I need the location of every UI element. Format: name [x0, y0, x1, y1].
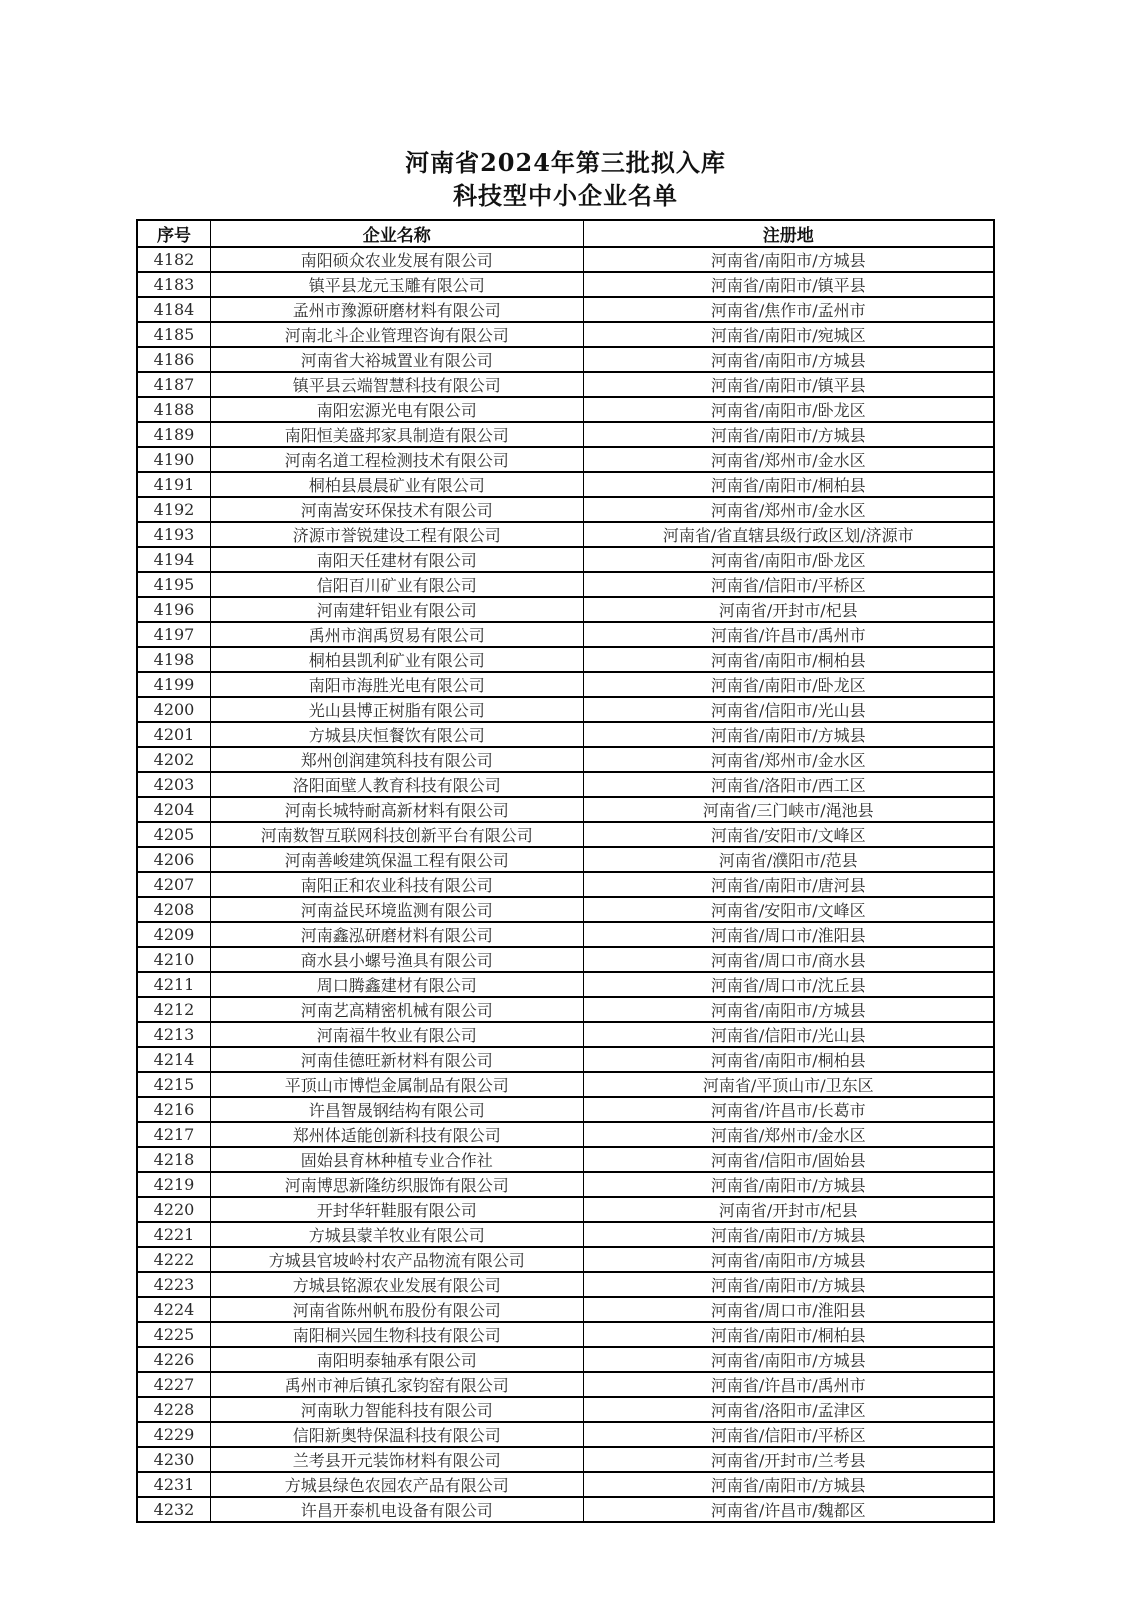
- company-name-cell: 桐柏县晨晨矿业有限公司: [211, 472, 584, 497]
- registration-location-cell: 河南省/南阳市/卧龙区: [583, 672, 994, 697]
- registration-location-cell: 河南省/周口市/商水县: [583, 947, 994, 972]
- registration-location-cell: 河南省/南阳市/方城县: [583, 247, 994, 272]
- company-name-cell: 南阳硕众农业发展有限公司: [211, 247, 584, 272]
- registration-location-cell: 河南省/省直辖县级行政区划/济源市: [583, 522, 994, 547]
- registration-location-cell: 河南省/南阳市/方城县: [583, 1247, 994, 1272]
- row-number-cell: 4202: [137, 747, 211, 772]
- company-name-cell: 河南建轩铝业有限公司: [211, 597, 584, 622]
- table-row: [137, 1472, 994, 1497]
- registration-location-cell: 河南省/南阳市/方城县: [583, 1347, 994, 1372]
- company-name-cell: 平顶山市博恺金属制品有限公司: [211, 1072, 584, 1097]
- table-row: [137, 447, 994, 472]
- company-name-cell: 河南益民环境监测有限公司: [211, 897, 584, 922]
- company-name-cell: 河南省大裕城置业有限公司: [211, 347, 584, 372]
- table-row: [137, 272, 994, 297]
- table-row: [137, 1047, 994, 1072]
- table-row: [137, 1147, 994, 1172]
- row-number-cell: 4184: [137, 297, 211, 322]
- table-row: [137, 422, 994, 447]
- registration-location-cell: 河南省/南阳市/方城县: [583, 1172, 994, 1197]
- table-row: [137, 1397, 994, 1422]
- table-row: [137, 1497, 994, 1522]
- company-name-cell: 河南佳德旺新材料有限公司: [211, 1047, 584, 1072]
- registration-location-cell: 河南省/开封市/杞县: [583, 597, 994, 622]
- table-row: [137, 1347, 994, 1372]
- company-name-cell: 河南省陈州帆布股份有限公司: [211, 1297, 584, 1322]
- row-number-cell: 4193: [137, 522, 211, 547]
- table-row: [137, 947, 994, 972]
- row-number-cell: 4213: [137, 1022, 211, 1047]
- registration-location-cell: 河南省/许昌市/禹州市: [583, 1372, 994, 1397]
- company-name-cell: 郑州创润建筑科技有限公司: [211, 747, 584, 772]
- company-name-cell: 镇平县龙元玉雕有限公司: [211, 272, 584, 297]
- row-number-cell: 4221: [137, 1222, 211, 1247]
- table-row: [137, 347, 994, 372]
- row-number-cell: 4207: [137, 872, 211, 897]
- registration-location-cell: 河南省/南阳市/唐河县: [583, 872, 994, 897]
- company-name-cell: 南阳明泰轴承有限公司: [211, 1347, 584, 1372]
- registration-location-cell: 河南省/南阳市/方城县: [583, 1472, 994, 1497]
- registration-location-cell: 河南省/南阳市/镇平县: [583, 272, 994, 297]
- document-title-line1: 河南省2024年第三批拟入库: [405, 148, 726, 177]
- header-registration-location: 注册地: [583, 220, 994, 247]
- table-row: [137, 472, 994, 497]
- company-name-cell: 南阳市海胜光电有限公司: [211, 672, 584, 697]
- row-number-cell: 4195: [137, 572, 211, 597]
- company-name-cell: 南阳宏源光电有限公司: [211, 397, 584, 422]
- row-number-cell: 4209: [137, 922, 211, 947]
- company-name-cell: 孟州市豫源研磨材料有限公司: [211, 297, 584, 322]
- row-number-cell: 4214: [137, 1047, 211, 1072]
- row-number-cell: 4216: [137, 1097, 211, 1122]
- table-row: [137, 1272, 994, 1297]
- company-name-cell: 南阳天任建材有限公司: [211, 547, 584, 572]
- company-name-cell: 兰考县开元装饰材料有限公司: [211, 1447, 584, 1472]
- table-row: [137, 722, 994, 747]
- document-title: [0, 146, 1131, 212]
- table-header-row: [137, 220, 994, 247]
- table-row: [137, 922, 994, 947]
- registration-location-cell: 河南省/南阳市/方城县: [583, 722, 994, 747]
- row-number-cell: 4212: [137, 997, 211, 1022]
- table-row: [137, 397, 994, 422]
- registration-location-cell: 河南省/信阳市/固始县: [583, 1147, 994, 1172]
- registration-location-cell: 河南省/南阳市/方城县: [583, 1272, 994, 1297]
- row-number-cell: 4189: [137, 422, 211, 447]
- table-row: [137, 322, 994, 347]
- row-number-cell: 4204: [137, 797, 211, 822]
- table-row: [137, 647, 994, 672]
- company-name-cell: 许昌开泰机电设备有限公司: [211, 1497, 584, 1522]
- registration-location-cell: 河南省/周口市/淮阳县: [583, 922, 994, 947]
- company-name-cell: 河南善峻建筑保温工程有限公司: [211, 847, 584, 872]
- company-name-cell: 镇平县云端智慧科技有限公司: [211, 372, 584, 397]
- company-name-cell: 河南耿力智能科技有限公司: [211, 1397, 584, 1422]
- row-number-cell: 4232: [137, 1497, 211, 1522]
- table-row: [137, 972, 994, 997]
- company-name-cell: 信阳新奥特保温科技有限公司: [211, 1422, 584, 1447]
- table-row: [137, 372, 994, 397]
- row-number-cell: 4219: [137, 1172, 211, 1197]
- registration-location-cell: 河南省/郑州市/金水区: [583, 747, 994, 772]
- row-number-cell: 4228: [137, 1397, 211, 1422]
- company-name-cell: 开封华轩鞋服有限公司: [211, 1197, 584, 1222]
- registration-location-cell: 河南省/安阳市/文峰区: [583, 897, 994, 922]
- company-name-cell: 固始县育林种植专业合作社: [211, 1147, 584, 1172]
- registration-location-cell: 河南省/南阳市/桐柏县: [583, 1322, 994, 1347]
- registration-location-cell: 河南省/开封市/杞县: [583, 1197, 994, 1222]
- registration-location-cell: 河南省/周口市/沈丘县: [583, 972, 994, 997]
- table-row: [137, 1247, 994, 1272]
- company-name-cell: 方城县庆恒餐饮有限公司: [211, 722, 584, 747]
- company-name-cell: 方城县绿色农园农产品有限公司: [211, 1472, 584, 1497]
- row-number-cell: 4208: [137, 897, 211, 922]
- company-name-cell: 桐柏县凯利矿业有限公司: [211, 647, 584, 672]
- company-name-cell: 洛阳面壁人教育科技有限公司: [211, 772, 584, 797]
- company-name-cell: 河南福牛牧业有限公司: [211, 1022, 584, 1047]
- registration-location-cell: 河南省/信阳市/平桥区: [583, 1422, 994, 1447]
- registration-location-cell: 河南省/南阳市/桐柏县: [583, 647, 994, 672]
- company-name-cell: 河南长城特耐高新材料有限公司: [211, 797, 584, 822]
- registration-location-cell: 河南省/洛阳市/孟津区: [583, 1397, 994, 1422]
- row-number-cell: 4224: [137, 1297, 211, 1322]
- table-row: [137, 1322, 994, 1347]
- company-name-cell: 禹州市神后镇孔家钧窑有限公司: [211, 1372, 584, 1397]
- company-name-cell: 禹州市润禹贸易有限公司: [211, 622, 584, 647]
- table-row: [137, 297, 994, 322]
- row-number-cell: 4190: [137, 447, 211, 472]
- row-number-cell: 4185: [137, 322, 211, 347]
- registration-location-cell: 河南省/郑州市/金水区: [583, 447, 994, 472]
- registration-location-cell: 河南省/郑州市/金水区: [583, 497, 994, 522]
- registration-location-cell: 河南省/郑州市/金水区: [583, 1122, 994, 1147]
- registration-location-cell: 河南省/三门峡市/渑池县: [583, 797, 994, 822]
- table-row: [137, 497, 994, 522]
- registration-location-cell: 河南省/南阳市/宛城区: [583, 322, 994, 347]
- row-number-cell: 4203: [137, 772, 211, 797]
- row-number-cell: 4194: [137, 547, 211, 572]
- row-number-cell: 4197: [137, 622, 211, 647]
- registration-location-cell: 河南省/南阳市/桐柏县: [583, 1047, 994, 1072]
- table-row: [137, 897, 994, 922]
- table-row: [137, 697, 994, 722]
- row-number-cell: 4187: [137, 372, 211, 397]
- row-number-cell: 4196: [137, 597, 211, 622]
- company-name-cell: 周口腾鑫建材有限公司: [211, 972, 584, 997]
- row-number-cell: 4226: [137, 1347, 211, 1372]
- table-row: [137, 772, 994, 797]
- registration-location-cell: 河南省/南阳市/卧龙区: [583, 397, 994, 422]
- company-name-cell: 济源市誉锐建设工程有限公司: [211, 522, 584, 547]
- company-roster-table: [136, 219, 995, 1523]
- table-row: [137, 1447, 994, 1472]
- company-name-cell: 南阳桐兴园生物科技有限公司: [211, 1322, 584, 1347]
- registration-location-cell: 河南省/南阳市/方城县: [583, 422, 994, 447]
- registration-location-cell: 河南省/信阳市/光山县: [583, 697, 994, 722]
- document-title-line2: 科技型中小企业名单: [453, 181, 678, 210]
- table-row: [137, 1022, 994, 1047]
- header-company-name: 企业名称: [211, 220, 584, 247]
- row-number-cell: 4198: [137, 647, 211, 672]
- registration-location-cell: 河南省/许昌市/长葛市: [583, 1097, 994, 1122]
- table-row: [137, 997, 994, 1022]
- registration-location-cell: 河南省/南阳市/方城县: [583, 997, 994, 1022]
- table-row: [137, 1197, 994, 1222]
- row-number-cell: 4199: [137, 672, 211, 697]
- row-number-cell: 4230: [137, 1447, 211, 1472]
- registration-location-cell: 河南省/平顶山市/卫东区: [583, 1072, 994, 1097]
- row-number-cell: 4201: [137, 722, 211, 747]
- table-row: [137, 522, 994, 547]
- registration-location-cell: 河南省/南阳市/桐柏县: [583, 472, 994, 497]
- row-number-cell: 4186: [137, 347, 211, 372]
- registration-location-cell: 河南省/焦作市/孟州市: [583, 297, 994, 322]
- row-number-cell: 4188: [137, 397, 211, 422]
- row-number-cell: 4210: [137, 947, 211, 972]
- company-name-cell: 光山县博正树脂有限公司: [211, 697, 584, 722]
- table-row: [137, 572, 994, 597]
- row-number-cell: 4191: [137, 472, 211, 497]
- row-number-cell: 4205: [137, 822, 211, 847]
- registration-location-cell: 河南省/许昌市/魏都区: [583, 1497, 994, 1522]
- company-name-cell: 商水县小螺号渔具有限公司: [211, 947, 584, 972]
- registration-location-cell: 河南省/开封市/兰考县: [583, 1447, 994, 1472]
- company-name-cell: 河南鑫泓研磨材料有限公司: [211, 922, 584, 947]
- company-name-cell: 南阳恒美盛邦家具制造有限公司: [211, 422, 584, 447]
- company-name-cell: 信阳百川矿业有限公司: [211, 572, 584, 597]
- row-number-cell: 4229: [137, 1422, 211, 1447]
- row-number-cell: 4206: [137, 847, 211, 872]
- registration-location-cell: 河南省/信阳市/光山县: [583, 1022, 994, 1047]
- row-number-cell: 4211: [137, 972, 211, 997]
- registration-location-cell: 河南省/濮阳市/范县: [583, 847, 994, 872]
- company-name-cell: 方城县官坡岭村农产品物流有限公司: [211, 1247, 584, 1272]
- row-number-cell: 4227: [137, 1372, 211, 1397]
- table-row: [137, 247, 994, 272]
- row-number-cell: 4192: [137, 497, 211, 522]
- table-row: [137, 1422, 994, 1447]
- company-name-cell: 郑州体适能创新科技有限公司: [211, 1122, 584, 1147]
- table-row: [137, 1072, 994, 1097]
- company-name-cell: 方城县铭源农业发展有限公司: [211, 1272, 584, 1297]
- registration-location-cell: 河南省/洛阳市/西工区: [583, 772, 994, 797]
- registration-location-cell: 河南省/信阳市/平桥区: [583, 572, 994, 597]
- table-row: [137, 747, 994, 772]
- company-name-cell: 河南北斗企业管理咨询有限公司: [211, 322, 584, 347]
- table-row: [137, 597, 994, 622]
- row-number-cell: 4223: [137, 1272, 211, 1297]
- table-row: [137, 1122, 994, 1147]
- row-number-cell: 4225: [137, 1322, 211, 1347]
- table-row: [137, 622, 994, 647]
- row-number-cell: 4217: [137, 1122, 211, 1147]
- table-row: [137, 1372, 994, 1397]
- company-name-cell: 河南艺高精密机械有限公司: [211, 997, 584, 1022]
- registration-location-cell: 河南省/周口市/淮阳县: [583, 1297, 994, 1322]
- company-name-cell: 许昌智晟钢结构有限公司: [211, 1097, 584, 1122]
- row-number-cell: 4200: [137, 697, 211, 722]
- registration-location-cell: 河南省/南阳市/镇平县: [583, 372, 994, 397]
- company-name-cell: 河南名道工程检测技术有限公司: [211, 447, 584, 472]
- registration-location-cell: 河南省/南阳市/方城县: [583, 1222, 994, 1247]
- company-name-cell: 河南博思新隆纺织服饰有限公司: [211, 1172, 584, 1197]
- company-name-cell: 河南嵩安环保技术有限公司: [211, 497, 584, 522]
- registration-location-cell: 河南省/南阳市/卧龙区: [583, 547, 994, 572]
- company-name-cell: 方城县蒙羊牧业有限公司: [211, 1222, 584, 1247]
- table-row: [137, 547, 994, 572]
- row-number-cell: 4182: [137, 247, 211, 272]
- row-number-cell: 4218: [137, 1147, 211, 1172]
- row-number-cell: 4222: [137, 1247, 211, 1272]
- table-row: [137, 1097, 994, 1122]
- table-row: [137, 797, 994, 822]
- table-row: [137, 847, 994, 872]
- table-body: [137, 247, 994, 1522]
- table-row: [137, 822, 994, 847]
- table-row: [137, 1297, 994, 1322]
- row-number-cell: 4220: [137, 1197, 211, 1222]
- registration-location-cell: 河南省/安阳市/文峰区: [583, 822, 994, 847]
- registration-location-cell: 河南省/南阳市/方城县: [583, 347, 994, 372]
- table-row: [137, 872, 994, 897]
- company-name-cell: 南阳正和农业科技有限公司: [211, 872, 584, 897]
- registration-location-cell: 河南省/许昌市/禹州市: [583, 622, 994, 647]
- row-number-cell: 4215: [137, 1072, 211, 1097]
- company-name-cell: 河南数智互联网科技创新平台有限公司: [211, 822, 584, 847]
- table-row: [137, 1222, 994, 1247]
- row-number-cell: 4183: [137, 272, 211, 297]
- row-number-cell: 4231: [137, 1472, 211, 1497]
- header-serial-number: 序号: [137, 220, 211, 247]
- table-row: [137, 672, 994, 697]
- table-row: [137, 1172, 994, 1197]
